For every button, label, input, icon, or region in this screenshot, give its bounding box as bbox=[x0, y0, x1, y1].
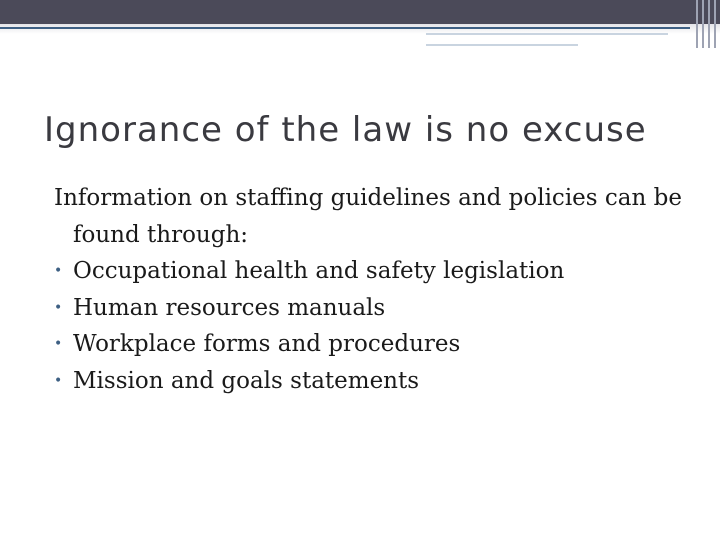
list-item bbox=[54, 253, 694, 290]
list-item-text: Human resources manuals bbox=[73, 294, 386, 321]
bullet-icon: • bbox=[54, 263, 63, 279]
corner-stripes bbox=[694, 0, 720, 48]
list-item bbox=[54, 326, 694, 363]
list-item bbox=[54, 363, 694, 400]
header-accent-line-short bbox=[426, 44, 578, 46]
list-item-text: Workplace forms and procedures bbox=[73, 331, 461, 357]
header-band bbox=[0, 0, 720, 24]
bullet-icon: • bbox=[54, 336, 63, 352]
slide-title: Ignorance of the law is no excuse bbox=[44, 110, 647, 150]
slide-body bbox=[54, 180, 694, 399]
bullet-icon: • bbox=[54, 372, 63, 389]
header-rule bbox=[0, 27, 690, 29]
bullet-list bbox=[54, 253, 694, 399]
bullet-icon: • bbox=[54, 299, 63, 316]
list-item-text: Mission and goals statements bbox=[73, 367, 420, 394]
intro-text: Information on staffing guidelines and policies can be found through: bbox=[54, 185, 682, 248]
header-accent-line bbox=[426, 33, 668, 35]
list-item bbox=[54, 290, 694, 327]
list-item-text: Occupational health and safety legislation bbox=[73, 258, 565, 284]
